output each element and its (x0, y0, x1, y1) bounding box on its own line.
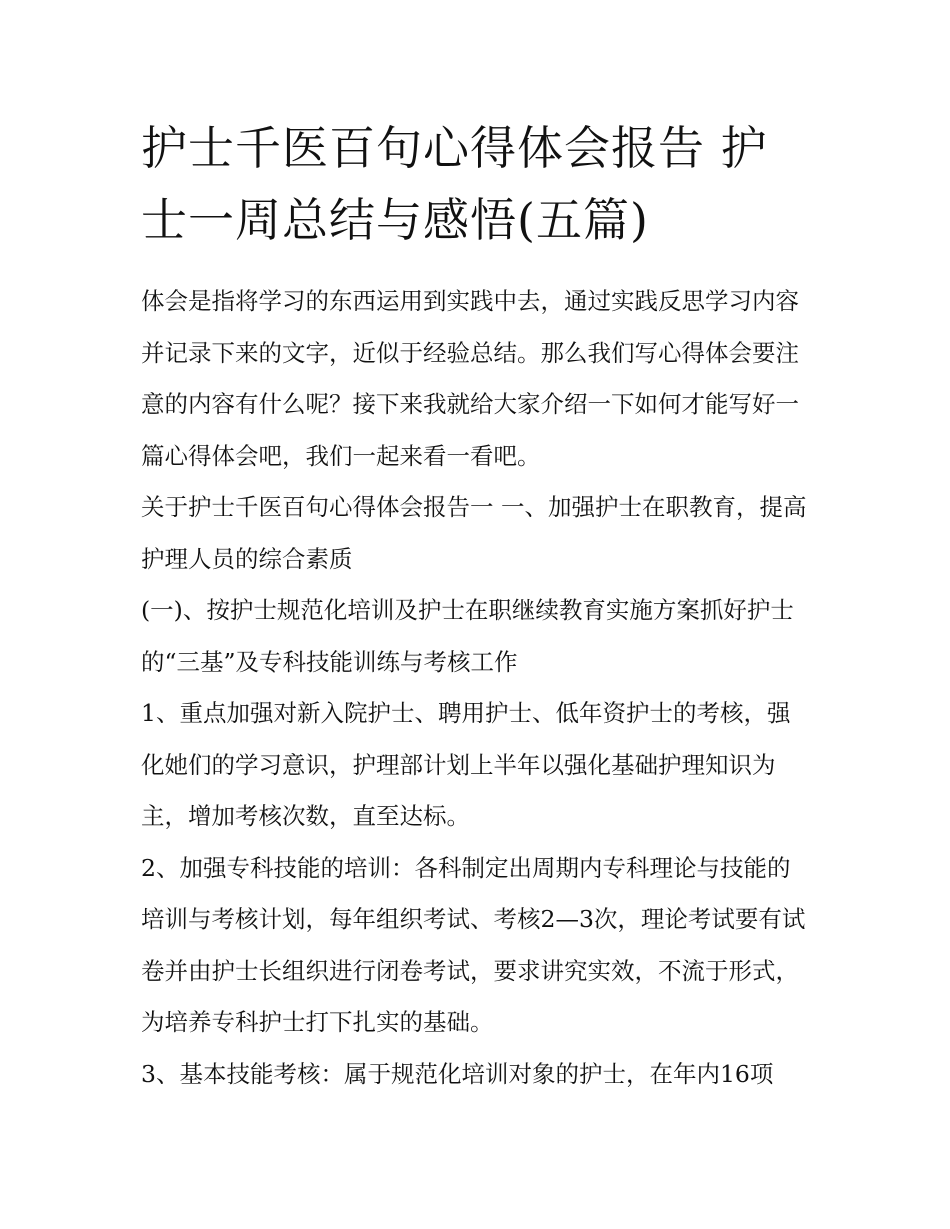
item-1-paragraph: 1、重点加强对新入院护士、聘用护士、低年资护士的考核，强化她们的学习意识，护理部计划上半年以强化基础护理知识为主，增加考核次数，直至达标。 (141, 699, 791, 830)
item-2-paragraph: 2、加强专科技能的培训：各科制定出周期内专科理论与技能的培训与考核计划，每年组织考试、考核2—3次，理论考试要有试卷并由护士长组织进行闭卷考试，要求讲究实效，不流于形式，为培养专科护士打下扎实的基础。 (141, 853, 806, 1036)
item-3-paragraph: 3、基本技能考核：属于规范化培训对象的护士，在年内16项 (141, 1059, 774, 1088)
subsection-heading-paragraph: (一)、按护士规范化培训及护士在职继续教育实施方案抓好护士的“三基”及专科技能训练与考核工作 (141, 596, 794, 676)
document-title: 护士千医百句心得体会报告 护士一周总结与感悟(五篇) (141, 121, 768, 247)
intro-paragraph: 体会是指将学习的东西运用到实践中去，通过实践反思学习内容并记录下来的文字，近似于经验总结。那么我们写心得体会要注意的内容有什么呢？接下来我就给大家介绍一下如何才能写好一篇心得体会吧，我们一起来看一看吧。 (141, 287, 799, 470)
document-body (141, 112, 813, 1100)
section-heading-paragraph: 关于护士千医百句心得体会报告一 一、加强护士在职教育，提高护理人员的综合素质 (141, 493, 807, 573)
